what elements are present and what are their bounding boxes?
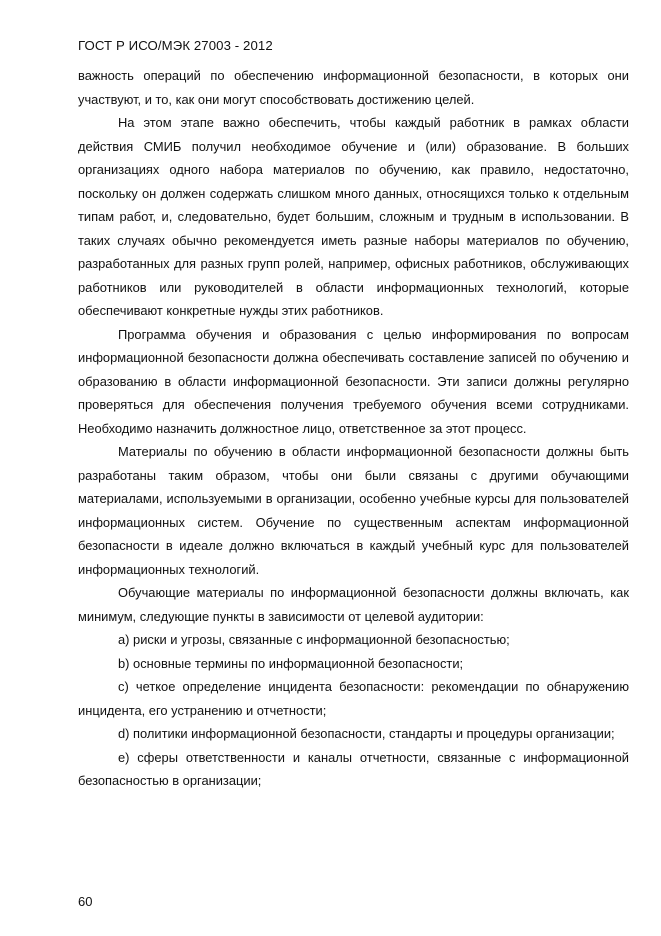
- document-body: [78, 64, 629, 793]
- list-item-d: d) политики информационной безопасности, стандарты и процедуры организации;: [118, 726, 615, 741]
- list-item-b: b) основные термины по информационной безопасности;: [118, 655, 464, 671]
- document-header: ГОСТ Р ИСО/МЭК 27003 - 2012: [78, 38, 273, 53]
- paragraph-materials-list-intro: Обучающие материалы по информационной безопасности должны включать, как минимум, следующие пункты в зависимости от целевой аудитории:: [78, 585, 629, 624]
- paragraph-training-scope: На этом этапе важно обеспечить, чтобы каждый работник в рамках области действия СМИБ получил необходимое обучение и (или) образование. В больших организациях одного набора материалов по обучению, как правило, недостаточно, поскольку он должен содержать слишком много данных, относящихся только к отдельным типам работ, и, следовательно, будет большим, сложным и трудным в использовании. В таких случаях обычно рекомендуется иметь разные наборы материалов по обучению, разработанных для разных групп ролей, например, офисных работников, обслуживающих работников или руководителей в области информационных технологий, которые обеспечивают конкретные нужды этих работников.: [78, 115, 629, 318]
- list-item-e: e) сферы ответственности и каналы отчетности, связанные с информационной безопасностью в организации;: [78, 749, 629, 788]
- paragraph-continuation: важность операций по обеспечению информационной безопасности, в которых они участвуют, и то, как они могут способствовать достижению целей.: [78, 68, 629, 107]
- list-item-a: a) риски и угрозы, связанные с информационной безопасностью;: [118, 632, 510, 647]
- paragraph-training-records: Программа обучения и образования с целью информирования по вопросам информационной безопасности должна обеспечивать составление записей по обучению и образованию в области информационной безопасности. Эти записи должны регулярно проверяться для обеспечения получения требуемого обучения всеми сотрудниками. Необходимо назначить должностное лицо, ответственное за этот процесс.: [78, 326, 629, 436]
- page-number: 60: [78, 894, 93, 909]
- list-item-c: c) четкое определение инцидента безопасности: рекомендации по обнаружению инцидента, его устранению и отчетности;: [78, 679, 629, 718]
- paragraph-training-materials: Материалы по обучению в области информационной безопасности должны быть разработаны таким образом, чтобы они были связаны с другими обучающими материалами, используемыми в организации, особенно учебные курсы для пользователей информационных систем. Обучение по существенным аспектам информационной безопасности в идеале должно включаться в каждый учебный курс для пользователей информационных технологий.: [78, 444, 629, 577]
